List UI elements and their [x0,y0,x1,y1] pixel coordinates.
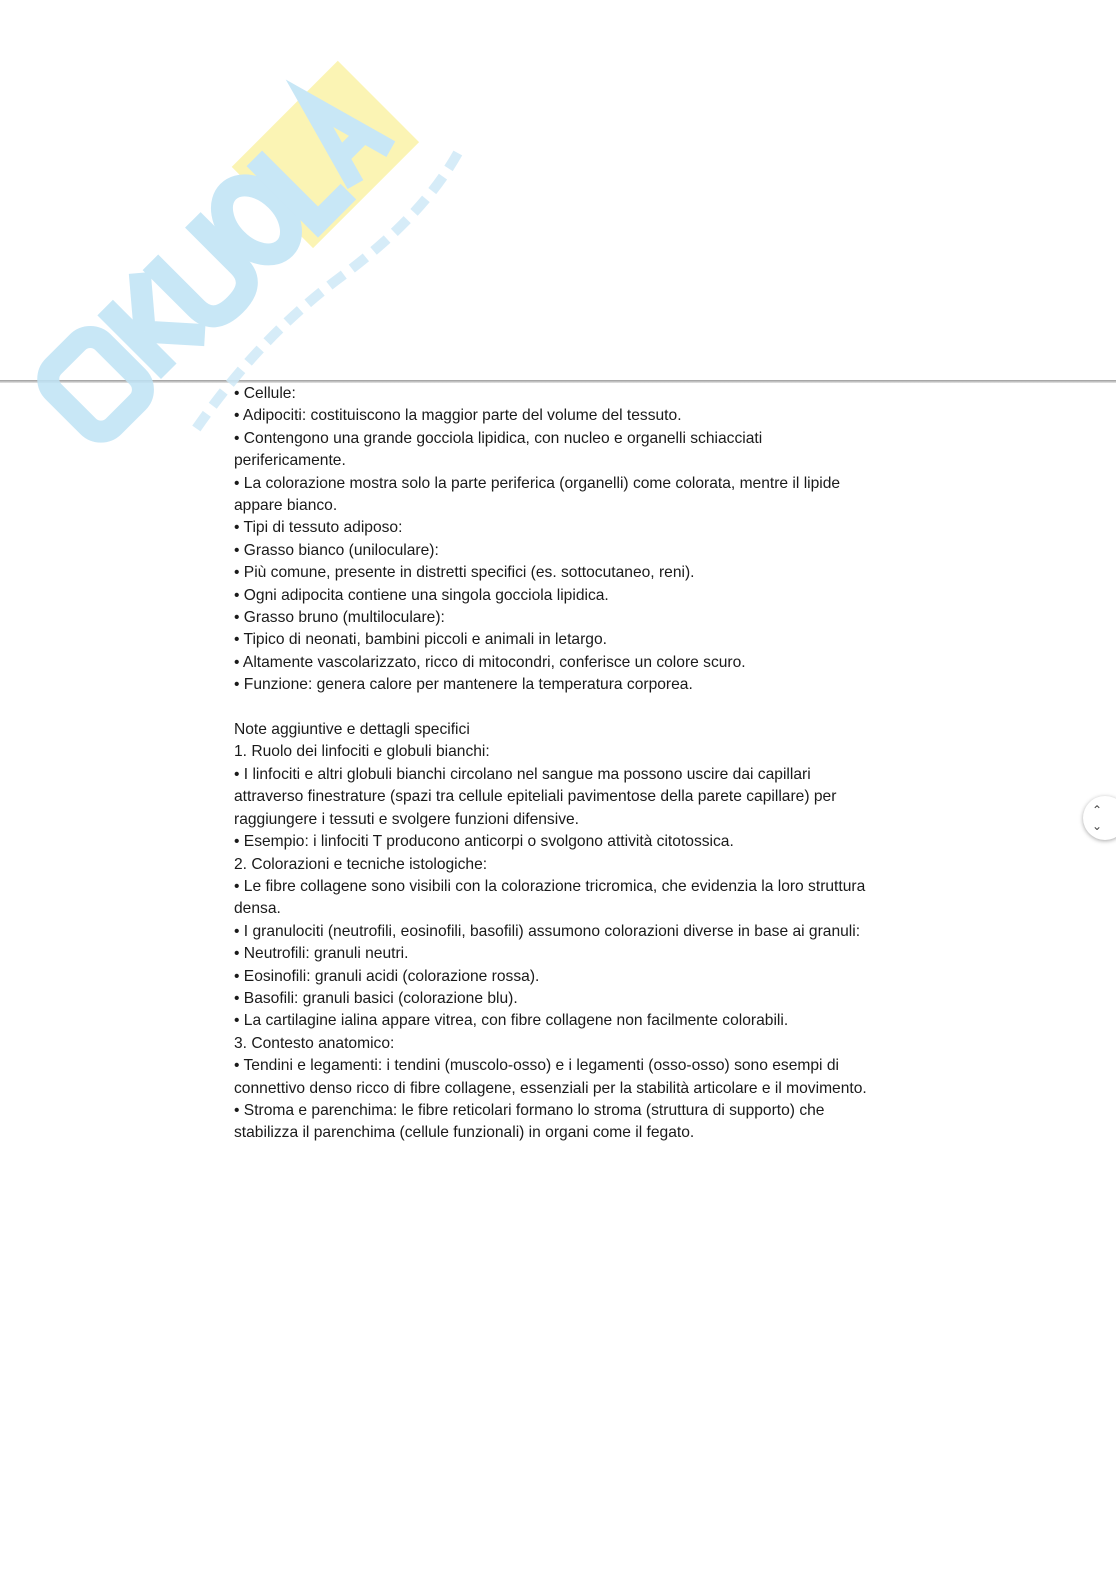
text-line: • La colorazione mostra solo la parte periferica (organelli) come colorata, mentre il lipide appare bianco. [234,474,841,515]
text-line: • Le fibre collagene sono visibili con la colorazione tricromica, che evidenzia la loro struttura densa. [234,877,866,918]
text-line: • Più comune, presente in distretti specifici (es. sottocutaneo, reni). [234,564,695,582]
adipose-section [234,383,874,697]
text-line: • I granulociti (neutrofili, eosinofili, basofili) assumono colorazioni diverse in base ai granuli: [234,922,861,940]
text-line: • Adipociti: costituiscono la maggior parte del volume del tessuto. [234,407,682,425]
text-line: • Eosinofili: granuli acidi (colorazione rossa). [234,967,540,985]
page-bottom-blank [0,1190,1116,1579]
document-body [234,383,874,1145]
text-line: • Tipico di neonati, bambini piccoli e animali in letargo. [234,631,607,649]
spacer [234,697,874,719]
text-line: • I linfociti e altri globuli bianchi circolano nel sangue ma possono uscire dai capillari attraverso finestrature (spazi tra cellule epiteliali pavimentose della parete capillare) per raggiungere i tessuti e svolgere funzioni difensive. [234,765,837,828]
text-line: 1. Ruolo dei linfociti e globuli bianchi: [234,743,490,761]
scroll-page-button[interactable] [1083,796,1116,840]
text-line: • Altamente vascolarizzato, ricco di mitocondri, conferisce un colore scuro. [234,653,746,671]
text-line: • Tipi di tessuto adiposo: [234,519,403,537]
text-line: • Contengono una grande gocciola lipidica, con nucleo e organelli schiacciati perifericamente. [234,429,763,470]
text-line: • Grasso bianco (uniloculare): [234,541,439,559]
text-line: • Ogni adipocita contiene una singola gocciola lipidica. [234,586,609,604]
text-line: 3. Contesto anatomico: [234,1034,395,1052]
text-line: • Tendini e legamenti: i tendini (muscolo-osso) e i legamenti (osso-osso) sono esempi di connettivo denso ricco di fibre collagene, essenziali per la stabilità articolare e il movimento. [234,1057,867,1097]
text-line: • Cellule: [234,385,296,402]
text-line: 2. Colorazioni e tecniche istologiche: [234,855,488,873]
text-line: Note aggiuntive e dettagli specifici [234,721,470,739]
additional-notes-section [234,719,874,1145]
text-line: • La cartilagine ialina appare vitrea, con fibre collagene non facilmente colorabili. [234,1012,789,1030]
text-line: • Funzione: genera calore per mantenere la temperatura corporea. [234,676,693,694]
text-line: • Esempio: i linfociti T producono anticorpi o svolgono attività citotossica. [234,833,734,851]
page-top-blank [0,0,1116,380]
text-line: • Basofili: granuli basici (colorazione blu). [234,989,518,1007]
text-line: • Neutrofili: granuli neutri. [234,945,409,963]
chevron-down-icon: ⌄ [1092,819,1103,833]
chevron-up-icon: ⌃ [1092,803,1103,817]
text-line: • Grasso bruno (multiloculare): [234,609,445,627]
text-line: • Stroma e parenchima: le fibre reticolari formano lo stroma (struttura di supporto) che stabilizza il parenchima (cellule funzionali) in organi come il fegato. [234,1101,825,1142]
